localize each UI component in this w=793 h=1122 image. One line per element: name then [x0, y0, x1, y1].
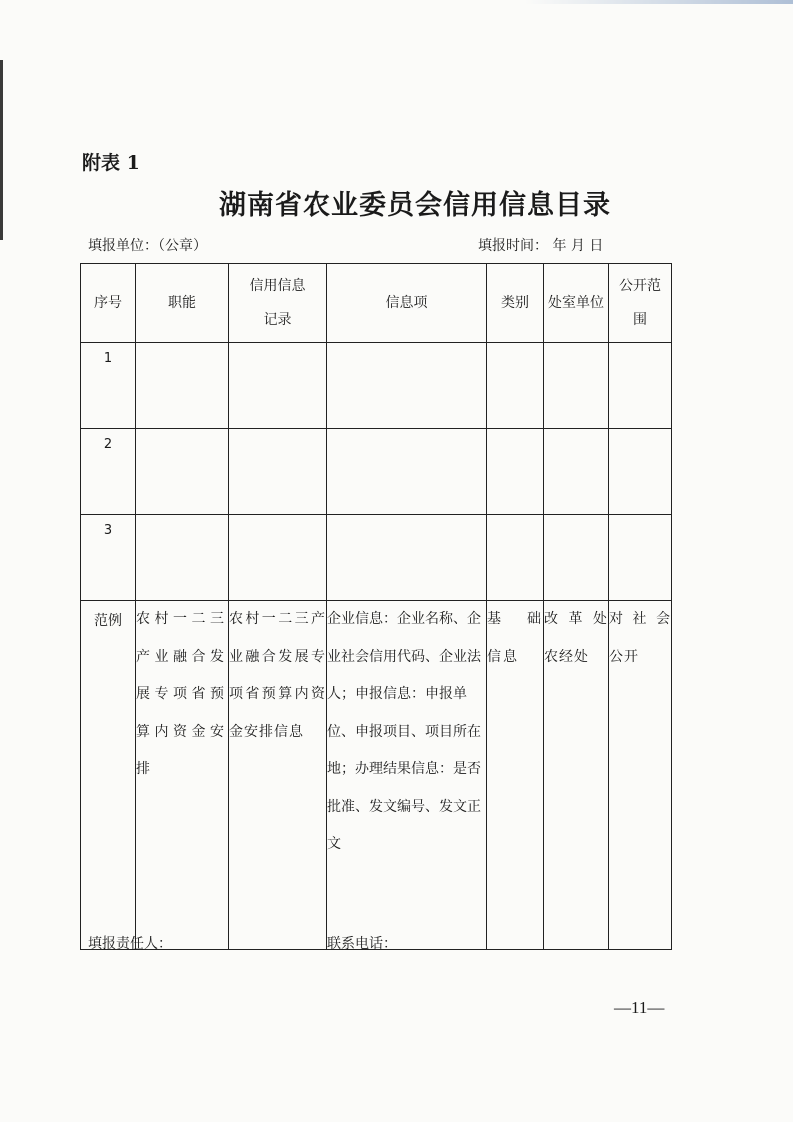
- table-cell: [327, 429, 487, 515]
- table-cell: [609, 343, 672, 429]
- header-credit-record: [229, 264, 327, 343]
- table-cell: [229, 343, 327, 429]
- example-credit-record: 农村一二三产业融合发展专项省预算内资金安排信息: [229, 601, 327, 950]
- credit-info-table: [80, 263, 672, 950]
- header-credit-record-text: 信用信息记录: [249, 278, 306, 328]
- table-cell: [229, 515, 327, 601]
- header-scope-text: 公开范围: [619, 278, 661, 328]
- header-department: [544, 264, 609, 343]
- row-index: 3: [81, 515, 136, 601]
- example-row: [81, 601, 672, 950]
- table-cell: [327, 343, 487, 429]
- table-header-row: [81, 264, 672, 343]
- header-category: 类别: [487, 264, 544, 343]
- scan-edge-mark: [0, 60, 3, 240]
- example-scope: 对社会 公开: [609, 601, 672, 950]
- header-scope: [609, 264, 672, 343]
- table-row: [81, 343, 672, 429]
- scan-top-streak: [525, 0, 793, 4]
- table-cell: [609, 429, 672, 515]
- header-function: 职能: [136, 264, 229, 343]
- table-cell: [544, 343, 609, 429]
- example-label: 范例: [81, 601, 136, 950]
- attachment-label: 附表 1: [82, 152, 140, 174]
- responsible-person-label: 填报责任人：: [88, 936, 172, 952]
- header-department-text: 处室单位: [548, 295, 604, 311]
- table-cell: [229, 429, 327, 515]
- page-title: 湖南省农业委员会信用信息目录: [219, 190, 611, 221]
- example-info-item: 企业信息：企业名称、企业社会信用代码、企业法人；申报信息：申报单位、申报项目、项目所在地；办理结果信息：是否批准、发文编号、发文正文: [327, 601, 487, 950]
- fill-time-label: 填报时间： 年 月 日: [478, 238, 604, 254]
- example-department: 改革处 农经处: [544, 601, 609, 950]
- table-cell: [136, 343, 229, 429]
- table-cell: [136, 515, 229, 601]
- row-index: 1: [81, 343, 136, 429]
- table-cell: [544, 515, 609, 601]
- table-row: [81, 429, 672, 515]
- fill-unit-label: 填报单位：（公章）: [88, 238, 207, 254]
- contact-phone-label: 联系电话：: [327, 936, 397, 952]
- header-index: 序号: [81, 264, 136, 343]
- table-cell: [487, 343, 544, 429]
- table-row: [81, 515, 672, 601]
- example-function: 农村一二三产业融合发展专项省预算内资金安排: [136, 601, 229, 950]
- table-cell: [487, 429, 544, 515]
- page-number: —11—: [614, 998, 665, 1017]
- table-cell: [544, 429, 609, 515]
- table-cell: [609, 515, 672, 601]
- table-cell: [487, 515, 544, 601]
- example-category: 基 础 信息: [487, 601, 544, 950]
- header-info-item: 信息项: [327, 264, 487, 343]
- table-cell: [136, 429, 229, 515]
- table-cell: [327, 515, 487, 601]
- row-index: 2: [81, 429, 136, 515]
